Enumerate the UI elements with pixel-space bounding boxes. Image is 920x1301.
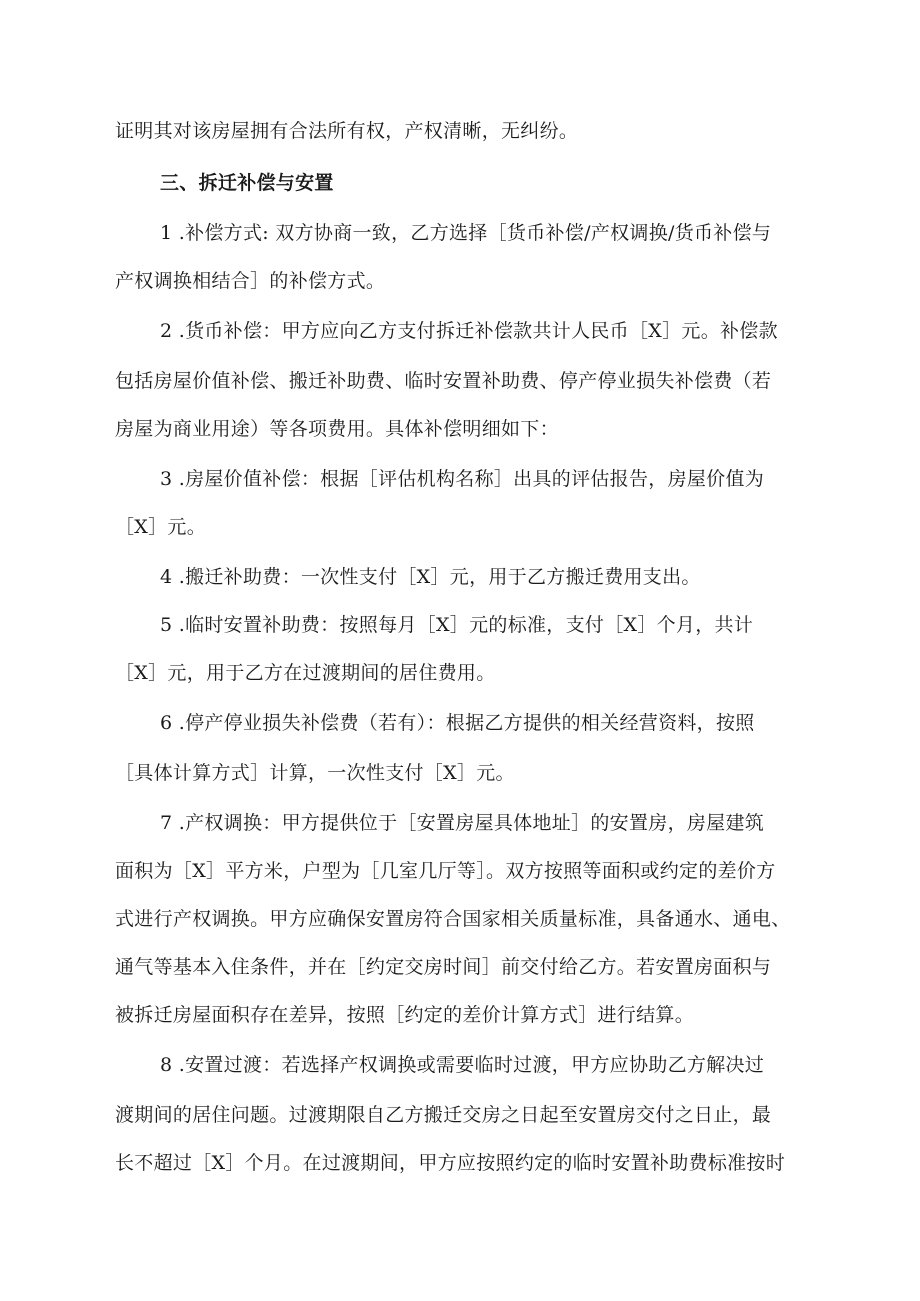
paragraph-line: 3 .房屋价值补偿：根据［评估机构名称］出具的评估报告，房屋价值为 bbox=[160, 468, 765, 490]
paragraph-line: 被拆迁房屋面积存在差异，按照［约定的差价计算方式］进行结算。 bbox=[115, 1004, 695, 1026]
paragraph-line: 渡期间的居住问题。过渡期限自乙方搬迁交房之日起至安置房交付之日止，最 bbox=[115, 1104, 772, 1126]
paragraph-line: ［X］元，用于乙方在过渡期间的居住费用。 bbox=[115, 662, 496, 684]
paragraph-line: 通气等基本入住条件，并在［约定交房时间］前交付给乙方。若安置房面积与 bbox=[115, 956, 772, 978]
paragraph-line: ［X］元。 bbox=[115, 516, 207, 538]
paragraph-line: ［具体计算方式］计算，一次性支付［X］元。 bbox=[115, 762, 515, 784]
paragraph-line: 包括房屋价值补偿、搬迁补助费、临时安置补助费、停产停业损失补偿费（若 bbox=[115, 370, 772, 392]
paragraph-line: 5 .临时安置补助费：按照每月［X］元的标准，支付［X］个月，共计 bbox=[160, 614, 754, 636]
paragraph-line: 式进行产权调换。甲方应确保安置房符合国家相关质量标准，具备通水、通电、 bbox=[115, 908, 791, 930]
paragraph-line: 房屋为商业用途）等各项费用。具体补偿明细如下： bbox=[115, 418, 559, 440]
paragraph-line: 7 .产权调换：甲方提供位于［安置房屋具体地址］的安置房，房屋建筑 bbox=[160, 812, 765, 834]
paragraph-line: 面积为［X］平方米，户型为［几室几厅等］。双方按照等面积或约定的差价方 bbox=[115, 860, 776, 882]
paragraph-line: 证明其对该房屋拥有合法所有权，产权清晰，无纠纷。 bbox=[115, 120, 579, 142]
section-heading: 三、拆迁补偿与安置 bbox=[160, 172, 334, 194]
paragraph-line: 6 .停产停业损失补偿费（若有）：根据乙方提供的相关经营资料，按照 bbox=[160, 712, 755, 734]
paragraph-line: 2 .货币补偿：甲方应向乙方支付拆迁补偿款共计人民币［X］元。补偿款 bbox=[160, 320, 778, 342]
paragraph-line: 1 .补偿方式: 双方协商一致，乙方选择［货币补偿/产权调换/货币补偿与 bbox=[160, 222, 772, 244]
paragraph-line: 8 .安置过渡：若选择产权调换或需要临时过渡，甲方应协助乙方解决过 bbox=[160, 1054, 765, 1076]
paragraph-line: 4 .搬迁补助费：一次性支付［X］元，用于乙方搬迁费用支出。 bbox=[160, 566, 701, 588]
paragraph-line: 长不超过［X］个月。在过渡期间，甲方应按照约定的临时安置补助费标准按时 bbox=[115, 1152, 786, 1174]
paragraph-line: 产权调换相结合］的补偿方式。 bbox=[115, 270, 386, 292]
